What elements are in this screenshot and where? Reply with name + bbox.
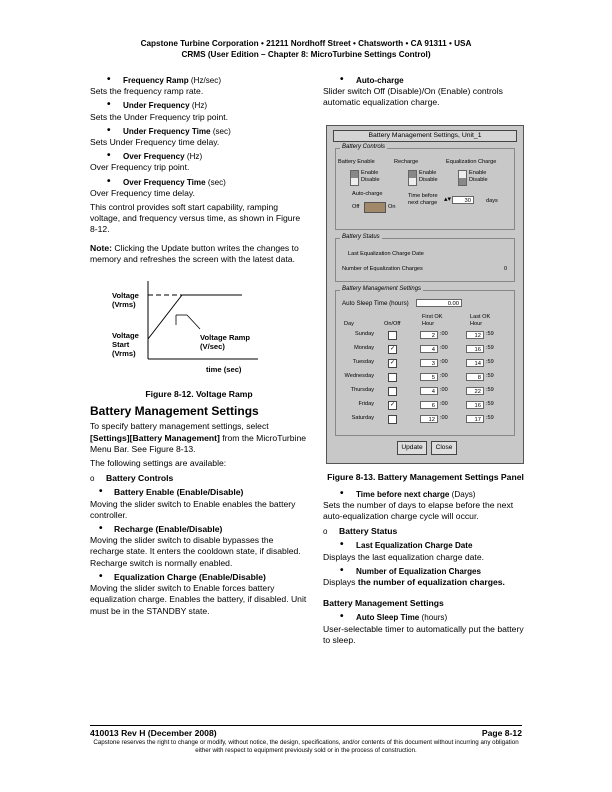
label-on: On: [388, 203, 396, 210]
day-label: Thursday: [350, 386, 374, 393]
footer-doc-number: 410013 Rev H (December 2008): [90, 728, 217, 738]
spinner-arrows-icon[interactable]: ▴▾: [444, 195, 452, 203]
bullet-auto-charge: • Auto-charge: [323, 75, 528, 86]
last-ok-minutes: :59: [486, 372, 494, 379]
desc-last-equalization-date: Displays the last equalization charge date.: [323, 551, 484, 562]
label-equalization-charge: Equalization Charge: [446, 158, 497, 165]
fig12-label-voltage: Voltage (Vrms): [112, 291, 139, 310]
first-ok-hour-input[interactable]: 4: [420, 345, 438, 353]
subhead-battery-status: o Battery Status: [323, 526, 528, 537]
desc-under-frequency: Sets the Under Frequency trip point.: [90, 111, 229, 122]
last-ok-minutes: :59: [486, 344, 494, 351]
bullet-battery-enable: • Battery Enable (Enable/Disable): [90, 487, 308, 498]
desc-frequency-ramp: Sets the frequency ramp rate.: [90, 86, 204, 97]
bullet-auto-sleep-time: • Auto Sleep Time (hours): [323, 612, 528, 623]
first-ok-minutes: :00: [440, 414, 448, 421]
last-ok-minutes: :59: [486, 358, 494, 365]
day-label: Sunday: [355, 330, 374, 337]
battery-enable-switch[interactable]: [350, 170, 359, 186]
last-ok-hour-input[interactable]: 12: [466, 331, 484, 339]
label-next-charge: next charge: [408, 199, 438, 206]
first-ok-minutes: :00: [440, 330, 448, 337]
header-hour-last: Hour: [470, 320, 483, 327]
last-ok-hour-input[interactable]: 16: [466, 401, 484, 409]
last-ok-hour-input[interactable]: 16: [466, 345, 484, 353]
figure-8-13-caption: Figure 8-13. Battery Management Settings Panel: [327, 471, 524, 482]
day-label: Monday: [354, 344, 374, 351]
last-ok-minutes: :59: [486, 400, 494, 407]
first-ok-hour-input[interactable]: 3: [420, 359, 438, 367]
page-header: [0, 38, 612, 60]
label-days: days: [486, 197, 498, 204]
group-battery-status: [335, 233, 515, 282]
last-ok-minutes: :59: [486, 386, 494, 393]
bullet-time-before-next-charge: • Time before next charge (Days): [323, 489, 528, 500]
desc-number-of-equalizations: Displays the number of equalization charges.: [323, 577, 505, 588]
day-enable-checkbox[interactable]: ✓: [389, 345, 396, 352]
day-enable-checkbox[interactable]: [388, 415, 397, 424]
first-ok-minutes: :00: [440, 344, 448, 351]
group-battery-management-settings: [335, 285, 515, 436]
footer-page-number: Page 8-12: [481, 728, 522, 738]
bullet-over-frequency: • Over Frequency (Hz): [90, 151, 308, 162]
group-label-management-settings: Battery Management Settings: [342, 285, 422, 292]
bullet-number-of-equalizations: • Number of Equalization Charges: [323, 566, 528, 577]
desc-auto-sleep-time: User-selectable timer to automatically put the battery to sleep.: [323, 623, 524, 645]
first-ok-minutes: :00: [440, 400, 448, 407]
label-recharge: Recharge: [394, 158, 419, 165]
first-ok-minutes: :00: [440, 358, 448, 365]
heading-battery-management-settings: Battery Management Settings: [323, 598, 444, 609]
day-enable-checkbox[interactable]: [388, 331, 397, 340]
auto-charge-switch[interactable]: [364, 202, 386, 213]
fig12-label-time: time (sec): [206, 365, 242, 375]
bullet-last-equalization-date: • Last Equalization Charge Date: [323, 540, 528, 551]
group-label-battery-controls: Battery Controls: [342, 143, 386, 150]
header-first-ok: First OK: [422, 313, 443, 320]
subhead-battery-controls: o Battery Controls: [90, 473, 308, 484]
figure-8-12-caption: Figure 8-12. Voltage Ramp: [145, 389, 253, 400]
last-ok-hour-input[interactable]: 8: [466, 373, 484, 381]
first-ok-minutes: :00: [440, 386, 448, 393]
equalization-charge-switch[interactable]: [458, 170, 467, 186]
header-day: Day: [344, 320, 354, 327]
last-ok-minutes: :59: [486, 330, 494, 337]
bullet-under-frequency-time: • Under Frequency Time (sec): [90, 126, 308, 137]
last-ok-minutes: :59: [486, 414, 494, 421]
day-enable-checkbox[interactable]: ✓: [389, 359, 396, 366]
label-battery-enable: Battery Enable: [338, 158, 375, 165]
desc-over-frequency-time: Over Frequency time delay.: [90, 187, 195, 198]
label-time-before: Time before: [408, 192, 438, 199]
last-ok-hour-input[interactable]: 17: [466, 415, 484, 423]
option-enable: Enable: [361, 169, 379, 176]
bullet-over-frequency-time: • Over Frequency Time (sec): [90, 177, 308, 188]
footer-bar: [90, 725, 522, 738]
header-last-ok: Last OK: [470, 313, 491, 320]
bullet-equalization-charge: • Equalization Charge (Enable/Disable): [90, 572, 308, 583]
desc-time-before-next-charge: Sets the number of days to elapse before the next auto-equalization charge cycle will occur.: [323, 499, 514, 522]
figure-voltage-ramp: [90, 269, 308, 385]
panel-title: Battery Management Settings, Unit_1: [333, 130, 517, 142]
battery-management-panel: [326, 125, 524, 464]
value-number-of-equalizations: 0: [504, 265, 508, 272]
para-specify: To specify battery management settings, select [Settings][Battery Management] from the MicroTurbine Menu Bar. See Figure 8-13.: [90, 421, 307, 454]
first-ok-hour-input[interactable]: 6: [420, 401, 438, 409]
day-label: Wednesday: [344, 372, 374, 379]
recharge-switch[interactable]: [408, 170, 417, 186]
option-enable: Enable: [469, 169, 487, 176]
last-ok-hour-input[interactable]: 14: [466, 359, 484, 367]
header-on-off: On/Off: [384, 320, 401, 327]
desc-battery-enable: Moving the slider switch to Enable enables the battery controller.: [90, 498, 296, 520]
option-disable: Disable: [469, 176, 488, 183]
option-disable: Disable: [419, 176, 438, 183]
left-column: [90, 72, 308, 620]
label-last-equalization-date: Last Equalization Charge Date: [348, 250, 424, 257]
para-soft-start: This control provides soft start capability, ramping voltage, and frequency versus time, as shown in Figure 8-12.: [90, 202, 301, 235]
update-button[interactable]: Update: [397, 441, 427, 455]
desc-auto-charge: Slider switch Off (Disable)/On (Enable) controls automatic equalization charge.: [323, 86, 503, 108]
header-line-2: CRMS (User Edition – Chapter 8: MicroTurbine Settings Control): [181, 50, 431, 59]
auto-sleep-time-input[interactable]: 0.00: [416, 299, 462, 307]
day-enable-checkbox[interactable]: [388, 387, 397, 396]
day-label: Tuesday: [352, 358, 374, 365]
option-enable: Enable: [419, 169, 437, 176]
first-ok-hour-input[interactable]: 4: [420, 387, 438, 395]
desc-over-frequency: Over Frequency trip point.: [90, 162, 190, 173]
para-following: The following settings are available:: [90, 458, 227, 469]
first-ok-hour-input[interactable]: 5: [420, 373, 438, 381]
last-ok-hour-input[interactable]: 22: [466, 387, 484, 395]
desc-equalization-charge: Moving the slider switch to Enable forces battery equalization charge. Enables the battery, if disabled. Unit must be in the STANDBY state.: [90, 583, 307, 616]
right-column: [323, 72, 528, 649]
fig12-label-voltage-start: Voltage Start (Vrms): [112, 331, 139, 359]
header-hour-first: Hour: [422, 320, 435, 327]
label-auto-charge: Auto-charge: [352, 190, 383, 197]
day-enable-checkbox[interactable]: ✓: [389, 401, 396, 408]
group-label-battery-status: Battery Status: [342, 233, 380, 240]
header-line-1: Capstone Turbine Corporation • 21211 Nordhoff Street • Chatsworth • CA 91311 • USA: [140, 39, 472, 48]
first-ok-minutes: :00: [440, 372, 448, 379]
footer-notice: Capstone reserves the right to change or modify, without notice, the design, specifications, and/or contents of this document without incurring any obligation either with respect to equipment previously sold or in the process of construction.: [93, 739, 519, 754]
fig12-label-ramp: Voltage Ramp (V/sec): [200, 333, 251, 352]
bullet-under-frequency: • Under Frequency (Hz): [90, 100, 308, 111]
label-off: Off: [352, 203, 360, 210]
option-disable: Disable: [361, 176, 380, 183]
day-enable-checkbox[interactable]: [388, 373, 397, 382]
label-auto-sleep-time: Auto Sleep Time (hours): [342, 299, 409, 307]
bullet-recharge: • Recharge (Enable/Disable): [90, 524, 308, 535]
desc-recharge: Moving the slider switch to disable bypasses the recharge state. It enters the cooldown state, if disabled. Recharge switch is normally enabled.: [90, 535, 301, 568]
section-title-battery-management: Battery Management Settings: [90, 404, 259, 419]
label-number-of-equalizations: Number of Equalization Charges: [342, 265, 423, 272]
group-battery-controls: [335, 143, 515, 230]
bullet-frequency-ramp: • Frequency Ramp (Hz/sec): [90, 75, 308, 86]
note: Note: Clicking the Update button writes the changes to memory and refreshes the screen with the latest data.: [90, 242, 299, 264]
desc-under-frequency-time: Sets Under Frequency time delay.: [90, 137, 220, 148]
day-label: Saturday: [351, 414, 374, 421]
time-before-next-charge-input[interactable]: 30: [452, 196, 474, 204]
first-ok-hour-input[interactable]: 2: [420, 331, 438, 339]
close-button[interactable]: Close: [431, 441, 457, 455]
day-label: Friday: [358, 400, 374, 407]
first-ok-hour-input[interactable]: 12: [420, 415, 438, 423]
